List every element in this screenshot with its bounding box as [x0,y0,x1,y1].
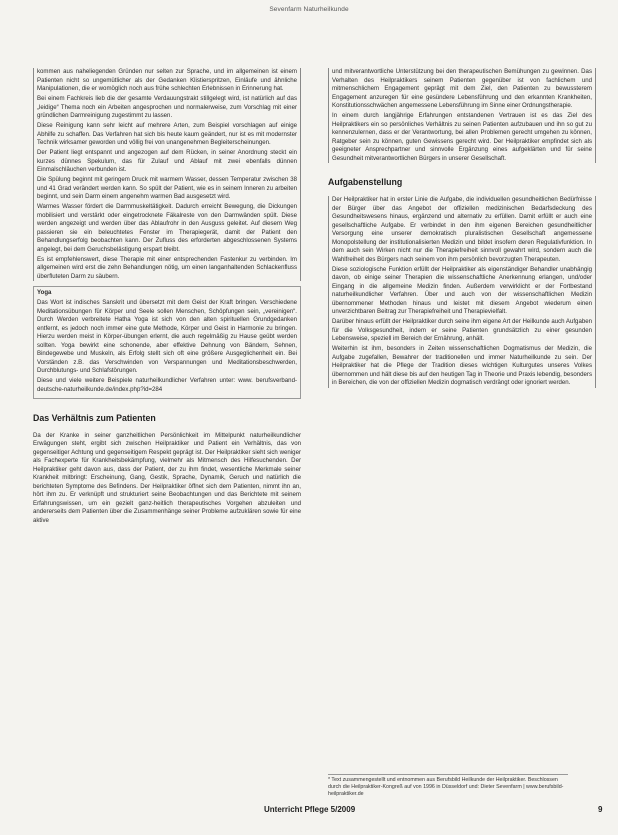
yoga-heading: Yoga [37,289,52,296]
paragraph: In einem durch langjährige Erfahrungen entstandenen Vertrauen ist es das Ziel des Heilpraktikers ein so persönliches Verhältnis zu seinen Patienten aufzubauen und ihn so gut zu kennenzulernen, dass er der Verantwortung, bei allen Problemen gerecht umgehen zu können, Ratgeber sein zu können, guten Gewissens gerecht wird. Der Heilpraktiker empfindet sich als geeigneter Ansprechpartner und sinnvolle Ergänzung eines aufgeklärten und für seine Gesundheit mitverantwortlichen Bürgers in unserer Gesellschaft. [332,112,592,162]
section-heading-patient: Das Verhältnis zum Patienten [33,412,156,423]
paragraph: und mitverantwortliche Unterstützung bei den therapeutischen Bemühungen zu gewinnen. Das Verhalten des Heilpraktikers seinem Patienten gegenüber ist von fachlichem und mitmenschlichem Engagement geprägt mit dem Ziel, den Patienten zu bewussterem Engagement anzuregen für eine gesündere Lebensführung und den erkannten Krankheiten, Konstitutionsschwächen angemessene Lebensführung im Sinne einer Ordnungstherapie. [332,68,592,109]
paragraph: Die Spülung beginnt mit geringem Druck mit warmem Wasser, dessen Temperatur zwischen 38 und 41 Grad verändert werden kann. So spült der Patient, wie es in seinem Inneren zu arbeiten beginnt, und sein Darm einem angenehm warmen Bad ausgesetzt wird. [37,176,297,200]
paragraph: Warmes Wasser fördert die Darmmuskeltätigkeit. Dadurch erreicht Bewegung, die Dickungen mobilisiert und verstärkt oder eingetrocknete Fäkalreste von den Darmwänden spült. Diese werden angezeigt und werden über das Ablaufrohr in den Ausguss geleitet. Auf diesem Weg passieren sie ein beleuchtetes Fenster im Therapiegerät, damit der Patient den Behandlungserfolg beobachten kann. Der Zufluss des erforderten abgeschlossenen Systems angelegt, bei dem Geruchsbelästigung erspart bleibt. [37,203,297,253]
task-box [328,196,596,388]
paragraph: Darüber hinaus erfüllt der Heilpraktiker durch seine ihm eigene Art der Heilkunde auch Aufgaben für die Volksgesundheit, indem er seine Patienten grundsätzlich zu einer gesunden Lebensweise, speziell im Bereich der Ernährung, anhält. [332,318,592,342]
paragraph: Es ist empfehlenswert, diese Therapie mit einer entsprechenden Fastenkur zu verbinden. Im allgemeinen wird erst die zehn Behandlungen nötig, um einen langanhaltenden Schlackenfluss überfluteten Darm zu säubern. [37,255,297,280]
section-heading-task: Aufgabenstellung [328,177,403,187]
left-column [33,68,301,527]
paragraph: Der Patient liegt entspannt und angezogen auf dem Rücken, in seiner Anordnung steckt ein kurzes dünnes Spekulum, das für Zulauf und Ablauf mit zwei ebenfalls dünnen Einmalschläuchen verbunden ist. [37,149,297,173]
footnote: * Text zusammengestellt und entnommen aus Berufsbild Heilkunde der Heilpraktiker. Beschlossen durch die Heilpraktiker-Kongreß auf von 1996 in Düsseldorf und: Dieter Sevenfarm | www.berufsbild-heilpraktiker.de [328,774,568,798]
paragraph: Bei einem Fachkreis lieb die der gesamte Verdauungstrakt stillgelegt wird, ist natürlich auf das „leidige“ Thema noch ein Arbeiten angesprochen und normalerweise, zum Vorschlag mit einer gründlichen Darmreinigung zugestimmt zu lassen. [37,95,297,119]
paragraph: kommen aus naheliegenden Gründen nur selten zur Sprache, und im allgemeinen ist einem Patienten nicht so ungemütlicher als der Gedanken Klistierspritzen, Einläufe und ähnliche Manipulationen, die er womöglich noch aus frühe schlechten Erlebnissen in Erinnerung hat. [37,68,297,92]
right-column [328,68,596,389]
continued-box [328,68,596,163]
yoga-box [33,286,301,399]
page-number: 9 [598,805,603,814]
magazine-title: Unterricht Pflege 5/2009 [264,805,356,814]
yoga-text: Das Wort ist indisches Sanskrit und übersetzt mit dem Geist der Kraft bringen. Verschiedene Meditationsübungen für Körper und Seele sollen Menschen, Schöpfungen sein, „vereinigen“. Durch Werden verbreitete Hatha Yoga ist sich von den alten spirituellen Grundgedanken entfernt, es jedoch noch immer eine gute Methode, Körper und Geist in Harmonie zu bringen. Hierzu werden meist in Körper-übungen erlernt, die auch regelmäßig zu Hause geübt werden sollten. Yoga bewirkt eine schonende, aber effektive Dehnung von Bändern, Sehnen, Bindegewebe und Muskeln, als Erfolg stellt sich oft eine größere Ausgeglichenheit ein. Bei Vorständen z.B. das Verschwinden von Verspannungen und Meditationsbeschwerden, Durchblutungs- und Schlafstörungen. [37,299,297,374]
source-note[interactable]: Diese und viele weitere Beispiele naturheilkundlicher Verfahren unter: www. berufsverband-deutsche-naturheilkunde.de/index.php?id=284 [37,377,297,393]
running-header: Sevenfarm Naturheilkunde [269,6,349,13]
paragraph: Diese soziologische Funktion erfüllt der Heilpraktiker als eigenständiger Behandler unabhängig davon, ob einige seiner Therapien die wissenschaftliche Anerkennung erlangen, und/oder Eingang in die allgemeine Medizin finden. Außerdem verwirklicht er der Fortbestand naturheilkundlicher Verfahren. Über und auch von der wissenschaftlichen Medizin übernommener Methoden hinaus und leistet mit diesem Angebot wiederum einen unverzichtbaren Beitrag zur Therapiefreiheit und Therapievielfalt. [332,265,592,315]
section-paragraph: Da der Kranke in seiner ganzheitlichen Persönlichkeit im Mittelpunkt naturheilkundlicher Erwägungen steht, ergibt sich zwischen Heilpraktiker und Patient ein Verhältnis, das von gegenseitiger Achtung und gegenseitigem Respekt geprägt ist. Der Heilpraktiker sieht sich weniger als Fachexperte für Krankheitsbekämpfung, vielmehr als Mitmensch des Hilfesuchenden. Der Heilpraktiker geht davon aus, dass der Patient, der zu ihm findet, wesentliche Merkmale seiner Krankheit mitbringt: Erscheinung, Gang, Gestik, Sprache, Dynamik, Geruch und natürlich die berichteten Symptome des Befindens. Der Heilpraktiker öffnet sich dem Patienten, nimmt ihn an, hört ihm zu. Er verknüpft und strukturiert seine Beobachtungen und das Berichtete mit seinem Erfahrungswissen, um ein gezielt ganz-heitlich therapeutisches Vorgehen abzuleiten und andererseits dem Patienten über die Zusammenhänge seiner Probleme aufzuklären sowie für eine aktive [33,431,301,524]
paragraph: Weiterhin ist ihm, besonders in Zeiten wissenschaftlichen Dogmatismus der Medizin, die Aufgabe zugefallen, Bewahrer der traditionellen und immer Naturheilkunde zu sein. Der Heilpraktiker hat die Pflege der Tradition dieses wichtigen Kulturgutes unseres Volkes übernommen und hält diese bis auf den heutigen Tag in Theorie und Praxis lebendig, besonders in Bereichen, die von der offiziellen Medizin dogmatisch verdrängt oder ignoriert werden. [332,345,592,386]
paragraph: Diese Reinigung kann sehr leicht auf mehrere Arten, zum Beispiel vorschlagen auf einige Abhilfe zu schaffen. Das Verfahren hat sich bis heute kaum geändert, nur ist es mit modernster Technik wirksamer geworden und völlig frei von unangenehmen Begleiterscheinungen. [37,122,297,146]
paragraph: Der Heilpraktiker hat in erster Linie die Aufgabe, die individuellen gesundheitlichen Bedürfnisse der Bürger über das Angebot der offiziellen medizinischen Bedarfsdeckung des Gesundheitswesens hinaus, ergänzend und alternativ zu erfüllen. Damit erfüllt er auch eine gesellschaftliche Aufgabe. Er verbindet in den ihm eigenen Bereichen gesundheitlicher Versorgung eine unserer demokratisch pluralistischen Gesellschaft angemessene Monopolstellung der institutionalisierten Medizin und bildet insofern deren Regulativfunktion. In dem auch sein Wirken nicht nur die Therapiefreiheit sinnvoll gewahrt wird, sondern auch die Wahlfreiheit des Bürgers nach seinem von ihm persönlich bevorzugten Therapeuten. [332,196,592,263]
method-box [33,68,301,281]
